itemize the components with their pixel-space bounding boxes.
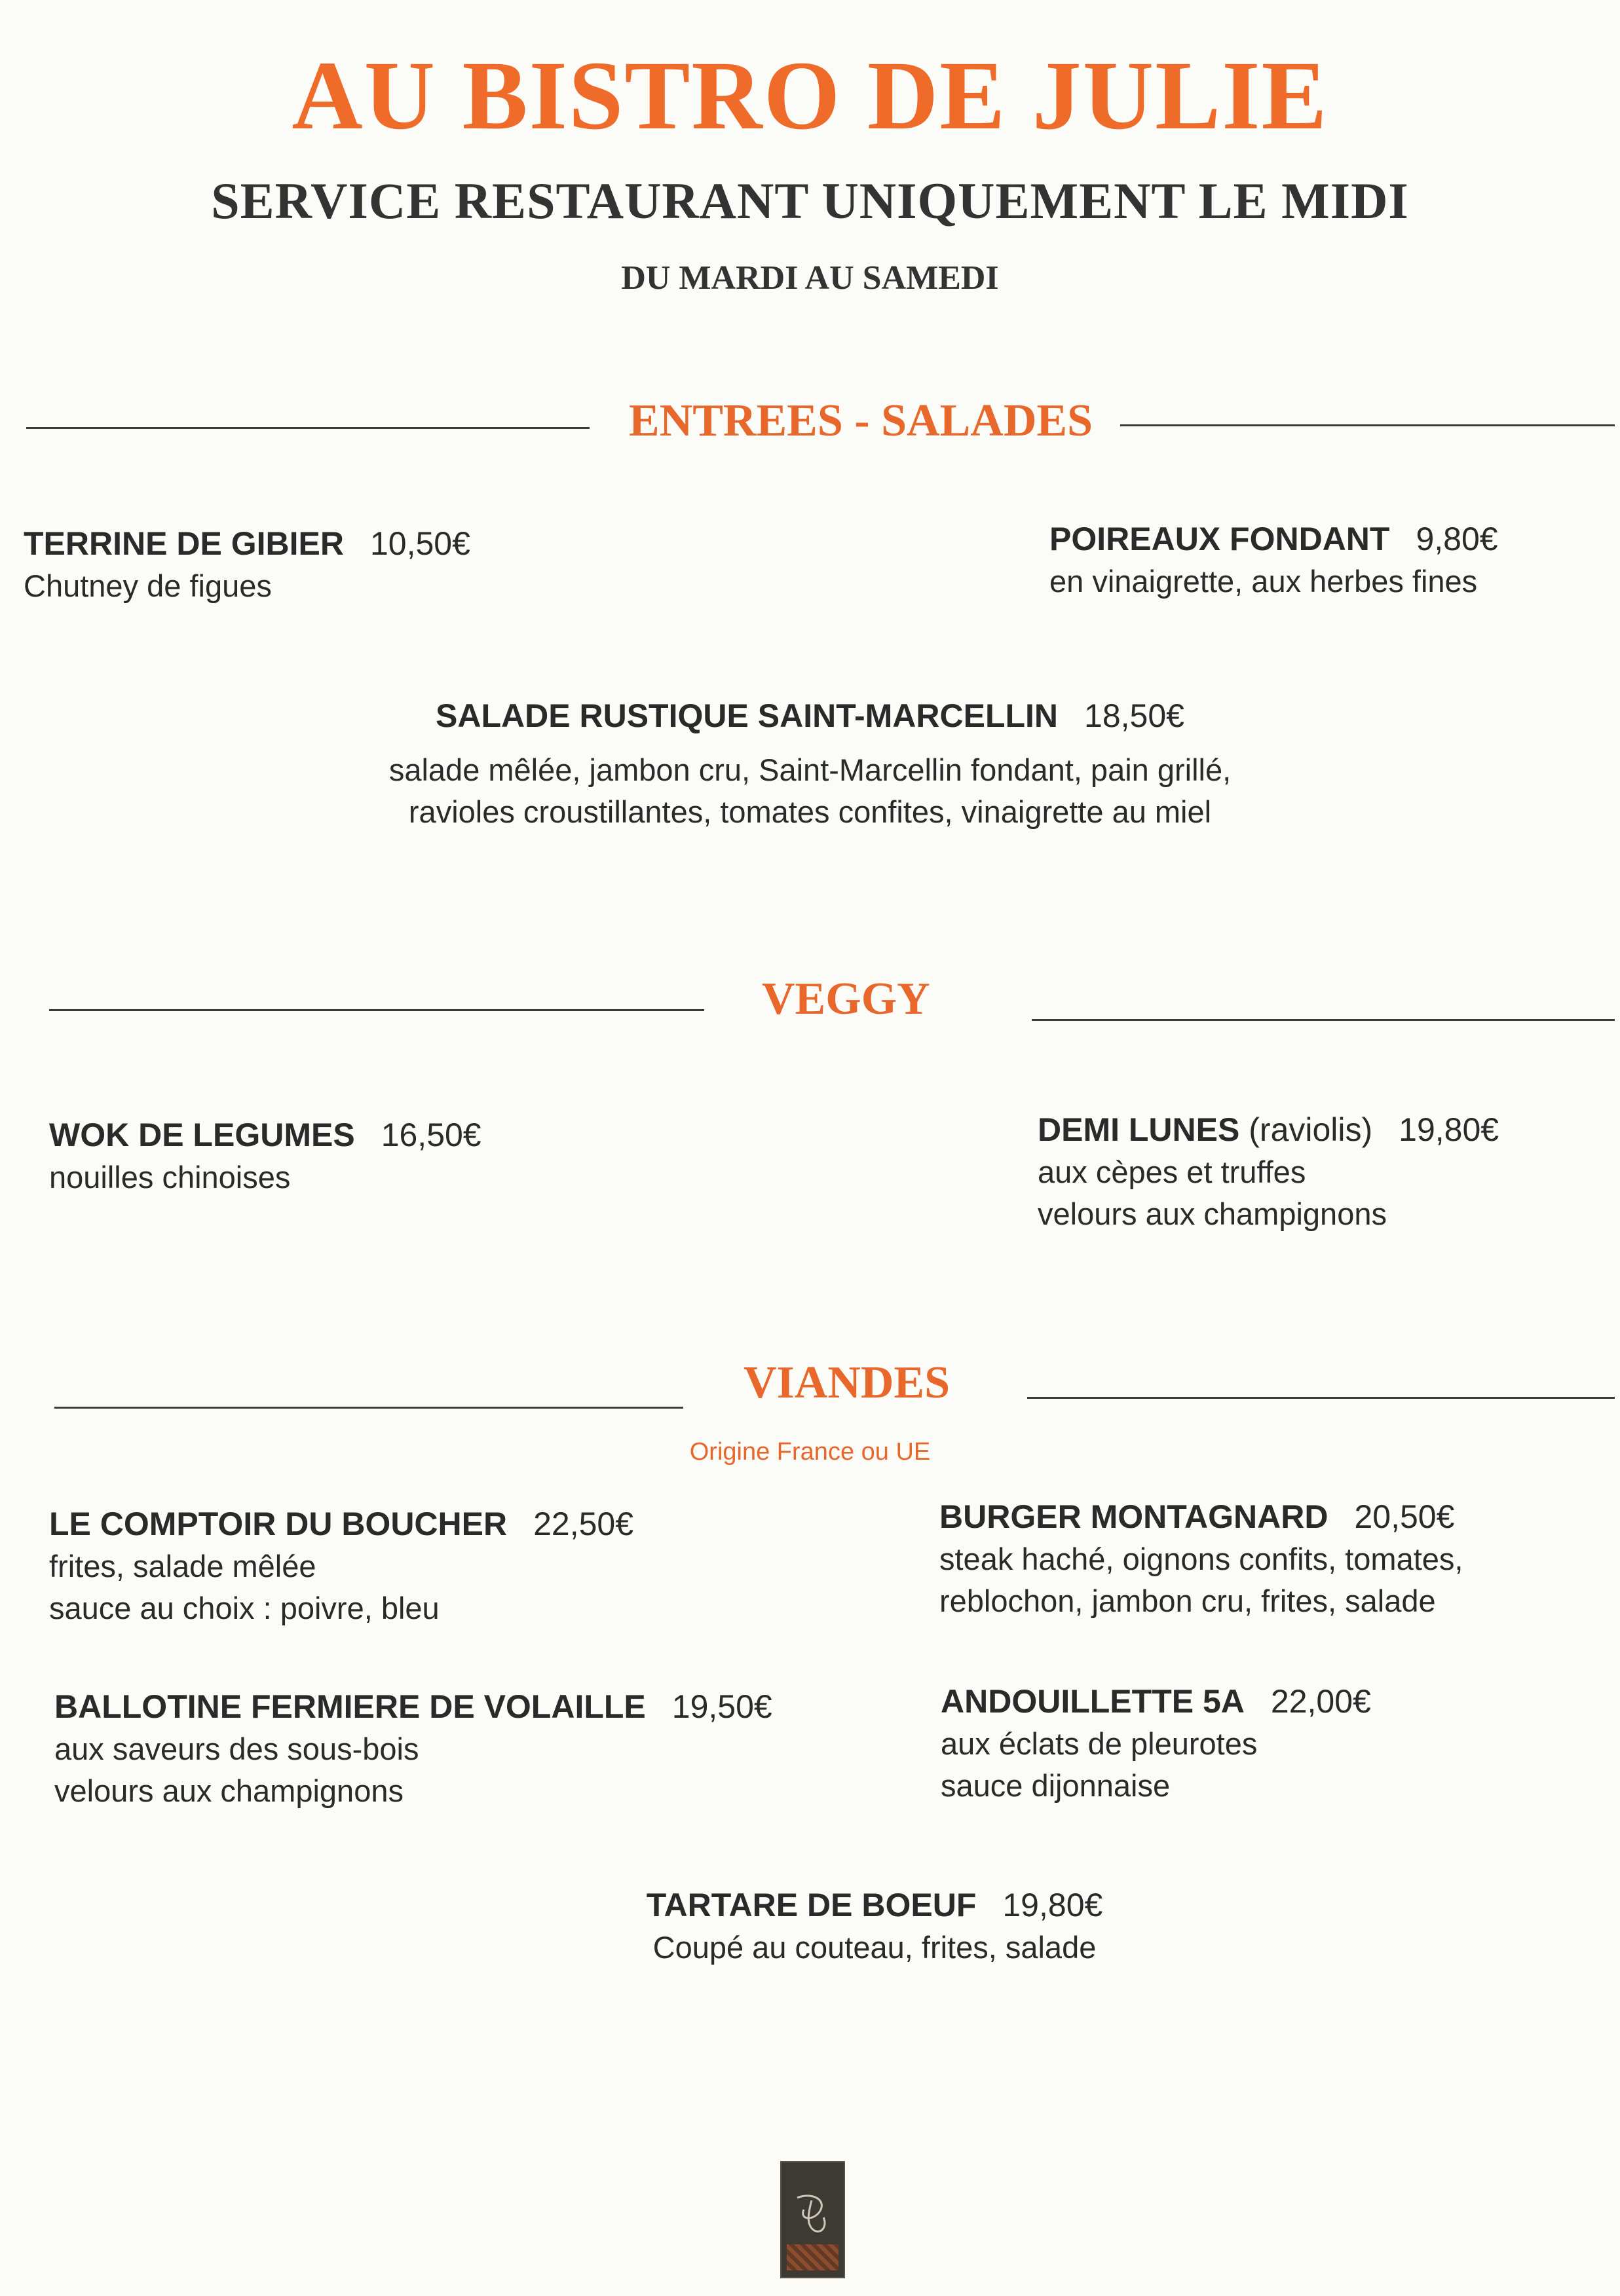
item-description: reblochon, jambon cru, frites, salade xyxy=(939,1583,1436,1618)
item-description: aux éclats de pleurotes xyxy=(941,1726,1258,1761)
item-description: sauce dijonnaise xyxy=(941,1768,1171,1803)
menu-item-salade xyxy=(0,694,1620,833)
item-description: en vinaigrette, aux herbes fines xyxy=(1049,564,1478,599)
menu-item-wok xyxy=(49,1113,481,1198)
item-description: sauce au choix : poivre, bleu xyxy=(49,1591,440,1625)
item-name: POIREAUX FONDANT xyxy=(1049,521,1390,557)
origin-note: Origine France ou UE xyxy=(689,1438,931,1466)
item-price: 22,50€ xyxy=(533,1506,634,1542)
monogram-icon xyxy=(788,2189,837,2238)
item-description: Coupé au couteau, frites, salade xyxy=(652,1930,1097,1965)
item-price: 16,50€ xyxy=(381,1117,481,1153)
item-name: BALLOTINE FERMIERE DE VOLAILLE xyxy=(54,1688,646,1725)
menu-item-terrine xyxy=(24,522,470,607)
restaurant-title: AU BISTRO DE JULIE xyxy=(292,41,1328,150)
section-title-entrees: ENTREES - SALADES xyxy=(629,396,1093,446)
menu-item-poireaux xyxy=(1049,517,1498,602)
item-name: DEMI LUNES xyxy=(1038,1111,1240,1148)
item-description: nouilles chinoises xyxy=(49,1160,291,1194)
item-description: steak haché, oignons confits, tomates, xyxy=(939,1542,1463,1576)
item-name: SALADE RUSTIQUE SAINT-MARCELLIN xyxy=(436,697,1059,734)
divider-rule xyxy=(1032,1019,1615,1021)
item-description: salade mêlée, jambon cru, Saint-Marcellin fondant, pain grillé, xyxy=(388,752,1232,787)
menu-item-comptoir xyxy=(49,1502,633,1629)
item-name: WOK DE LEGUMES xyxy=(49,1117,355,1153)
menu-item-andouillette xyxy=(941,1680,1371,1807)
item-price: 9,80€ xyxy=(1416,521,1498,557)
item-price: 22,00€ xyxy=(1270,1683,1371,1720)
item-note: (raviolis) xyxy=(1249,1111,1373,1148)
menu-item-demi-lunes xyxy=(1038,1108,1499,1235)
item-name: TERRINE DE GIBIER xyxy=(24,525,344,562)
divider-rule xyxy=(54,1407,683,1409)
section-title-viandes: VIANDES xyxy=(744,1358,951,1408)
section-title-veggy: VEGGY xyxy=(762,974,930,1024)
item-description: velours aux champignons xyxy=(54,1773,404,1808)
item-description: velours aux champignons xyxy=(1038,1196,1387,1231)
item-name: LE COMPTOIR DU BOUCHER xyxy=(49,1506,508,1542)
item-description: aux saveurs des sous-bois xyxy=(54,1731,419,1766)
service-subtitle: SERVICE RESTAURANT UNIQUEMENT LE MIDI xyxy=(211,172,1409,229)
divider-rule xyxy=(49,1009,704,1011)
item-price: 20,50€ xyxy=(1354,1498,1455,1535)
item-price: 19,50€ xyxy=(671,1688,772,1725)
item-description: Chutney de figues xyxy=(24,568,272,603)
logo-pattern xyxy=(787,2244,838,2270)
menu-item-burger xyxy=(939,1495,1463,1622)
divider-rule xyxy=(26,427,590,429)
menu-item-ballotine xyxy=(54,1685,772,1812)
divider-rule xyxy=(1120,424,1615,426)
item-description: ravioles croustillantes, tomates confites, vinaigrette au miel xyxy=(408,794,1212,829)
item-name: TARTARE DE BOEUF xyxy=(646,1887,977,1923)
menu-item-tartare xyxy=(0,1883,1620,1969)
opening-days: DU MARDI AU SAMEDI xyxy=(621,259,999,297)
item-description: frites, salade mêlée xyxy=(49,1549,316,1583)
item-price: 19,80€ xyxy=(1399,1111,1499,1148)
item-price: 18,50€ xyxy=(1084,697,1184,734)
item-description: aux cèpes et truffes xyxy=(1038,1155,1306,1189)
bistro-monogram-icon xyxy=(780,2161,845,2278)
item-price: 10,50€ xyxy=(369,525,470,562)
item-name: BURGER MONTAGNARD xyxy=(939,1498,1328,1535)
item-name: ANDOUILLETTE 5A xyxy=(941,1683,1245,1720)
divider-rule xyxy=(1027,1397,1615,1399)
item-price: 19,80€ xyxy=(1002,1887,1103,1923)
